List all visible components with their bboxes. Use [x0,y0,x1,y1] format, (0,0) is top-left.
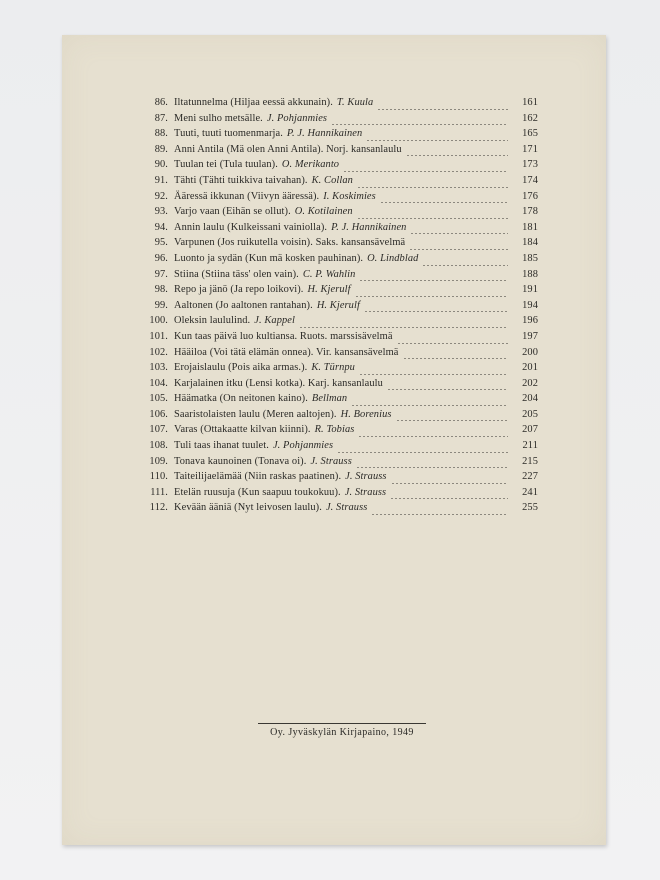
toc-entry-page-number: 165 [522,128,538,140]
toc-entry-title: Anni Antila (Mä olen Anni Antila). Norj. kansanlaulu [174,143,402,155]
toc-entry-number: 90. [154,159,168,171]
toc-entry-leader-dots [299,327,508,328]
toc-entry [138,378,538,394]
toc-entry-number: 89. [154,143,168,155]
toc-entry-title: Ääressä ikkunan (Viivyn ääressä). [174,190,320,202]
toc-entry-composer: C. P. Wahlin [302,268,356,280]
toc-entry-page-number: 161 [522,97,538,108]
toc-entry-number: 108. [149,440,168,452]
toc-entry-leader-dots [351,405,508,406]
toc-entry-composer: J. Pohjanmies [272,440,334,452]
toc-entry-composer: P. J. Hannikainen [331,221,407,233]
toc-entry [138,456,538,472]
toc-entry-number: 100. [149,315,168,327]
toc-entry-title: Tuuti, tuuti tuomenmarja. [174,128,283,140]
toc-entry-leader-dots [406,155,508,156]
toc-entry-title: Meni sulho metsälle. [174,112,263,124]
toc-entry [138,487,538,503]
toc-entry-page-number: 185 [522,252,538,264]
toc-entry-page-number: 191 [522,284,538,296]
toc-entry-leader-dots [366,140,508,141]
toc-entry [138,440,538,456]
toc-entry-title: Varjo vaan (Eihän se ollut). [174,206,291,218]
toc-entry-page-number: 211 [522,440,538,452]
toc-entry [138,393,538,409]
toc-entry-title: Karjalainen itku (Lensi kotka). Karj. kansanlaulu [174,377,383,389]
toc-entry-number: 97. [154,268,168,280]
toc-entry-number: 98. [154,284,168,296]
toc-entry [138,222,538,238]
toc-entry-composer: I. Koskimies [323,190,376,202]
toc-entry [138,253,538,269]
toc-entry-leader-dots [391,483,508,484]
toc-entry-number: 107. [149,424,168,436]
toc-entry-leader-dots [337,452,508,453]
toc-entry-title: Tuulan tei (Tula tuulan). [174,159,278,171]
toc-entry [138,347,538,363]
toc-entry-number: 94. [154,221,168,233]
toc-entry-composer: H. Kjerulf [307,284,351,296]
toc-entry [138,362,538,378]
toc-entry-number: 87. [154,112,168,124]
toc-entry-title: Luonto ja sydän (Kun mä kosken pauhinan). [174,252,364,264]
toc-entry-composer: O. Lindblad [367,252,419,264]
toc-entry-leader-dots [359,280,508,281]
toc-entry-page-number: 176 [522,190,538,202]
toc-entry [138,300,538,316]
toc-entry-title: Varas (Ottakaatte kilvan kiinni). [174,424,311,436]
toc-entry [138,159,538,175]
toc-entry [138,237,538,253]
toc-entry-leader-dots [390,498,508,499]
toc-entry-title: Varpunen (Jos ruikutella voisin). Saks. kansansävelmä [174,237,406,249]
toc-entry-title: Saaristolaisten laulu (Meren aaltojen). [174,408,337,420]
toc-entry-page-number: 227 [522,471,538,483]
toc-entry-number: 112. [149,502,168,514]
toc-entry-page-number: 178 [522,206,538,218]
toc-entry-number: 93. [154,206,168,218]
toc-entry-page-number: 205 [522,408,538,420]
toc-entry [138,206,538,222]
toc-entry-page-number: 188 [522,268,538,280]
toc-entry-page-number: 204 [522,393,538,405]
toc-entry-title: Annin laulu (Kulkeissani vainiolla). [174,221,328,233]
toc-entry-page-number: 197 [522,330,538,342]
book-back-page [62,35,606,845]
toc-entry [138,144,538,160]
toc-entry-leader-dots [380,202,508,203]
toc-entry-page-number: 196 [522,315,538,327]
toc-entry-leader-dots [359,374,508,375]
toc-entry-composer: H. Borenius [340,408,392,420]
printer-divider [258,723,426,724]
toc-entry [138,191,538,207]
toc-entry-title: Tähti (Tähti tuikkiva taivahan). [174,174,308,186]
toc-entry [138,331,538,347]
toc-entry-number: 101. [149,330,168,342]
toc-entry-leader-dots [357,218,508,219]
toc-entry-title: Kun taas päivä luo kultiansa. Ruots. marssisävelmä [174,330,393,342]
toc-entry-number: 88. [154,128,168,140]
toc-entry-number: 105. [149,393,168,405]
toc-entry-page-number: 202 [522,377,538,389]
toc-entry-composer: T. Kuula [336,97,374,108]
toc-entry-leader-dots [357,187,508,188]
toc-entry-composer: R. Tobias [314,424,355,436]
toc-entry-page-number: 241 [522,486,538,498]
printer-imprint: Oy. Jyväskylän Kirjapaino, 1949 [270,727,414,738]
toc-entry-page-number: 171 [522,143,538,155]
toc-entry-number: 99. [154,299,168,311]
toc-entry-number: 95. [154,237,168,249]
toc-entry-leader-dots [364,311,508,312]
toc-entry-title: Kevään ääniä (Nyt leivosen laulu). [174,502,322,514]
toc-entry-composer: J. Kappel [254,315,295,327]
toc-entry-composer: J. Strauss [310,455,352,467]
toc-entry-composer: Bellman [311,393,348,405]
toc-entry-title: Taiteilijaelämää (Niin raskas paatinen). [174,471,342,483]
toc-entry-number: 103. [149,362,168,374]
toc-entry-title: Etelän ruusuja (Kun saapuu toukokuu). [174,486,341,498]
toc-entry-page-number: 184 [522,237,538,249]
toc-entry-title: Erojaislaulu (Pois aika armas.). [174,362,308,374]
toc-entry-composer: K. Türnpu [311,362,355,374]
toc-entry-leader-dots [343,171,508,172]
toc-entry [138,128,538,144]
toc-entry-composer: J. Pohjanmies [266,112,328,124]
toc-entry-leader-dots [387,389,508,390]
toc-entry-title: Stiina (Stiina täss' olen vain). [174,268,299,280]
toc-entry-title: Repo ja jänö (Ja repo loikovi). [174,284,304,296]
toc-entry-page-number: 215 [522,455,538,467]
toc-entry-leader-dots [356,467,508,468]
toc-entry-number: 104. [149,377,168,389]
toc-entry [138,284,538,300]
toc-entry-composer: J. Strauss [325,502,368,514]
toc-entry-page-number: 174 [522,174,538,186]
toc-entry-leader-dots [397,343,508,344]
toc-entry-page-number: 173 [522,159,538,171]
toc-entry-leader-dots [410,233,508,234]
toc-entry-leader-dots [409,249,508,250]
toc-entry [138,409,538,425]
toc-entry-title: Oleksin laululind. [174,315,251,327]
toc-entry-leader-dots [377,109,508,110]
toc-entry-leader-dots [403,358,508,359]
toc-entry-number: 96. [154,252,168,264]
toc-entry-composer: K. Collan [311,174,353,186]
toc-entry-number: 86. [154,97,168,108]
toc-entry-leader-dots [331,124,508,125]
toc-entry-composer: O. Merikanto [281,159,340,171]
toc-entry-title: Häämatka (On neitonen kaino). [174,393,308,405]
toc-entry-composer: H. Kjerulf [316,299,360,311]
toc-entry-number: 91. [154,174,168,186]
toc-entry-page-number: 207 [522,424,538,436]
toc-entry-composer: O. Kotilainen [294,206,353,218]
toc-entry-page-number: 200 [522,346,538,358]
toc-entry-number: 92. [154,190,168,202]
toc-entry-title: Tuli taas ihanat tuulet. [174,440,269,452]
table-of-contents [138,97,538,518]
toc-entry-leader-dots [355,296,508,297]
toc-entry [138,97,538,113]
toc-entry-title: Hääiloa (Voi tätä elämän onnea). Vir. kansansävelmä [174,346,399,358]
toc-entry-leader-dots [358,436,508,437]
toc-entry [138,315,538,331]
toc-entry-leader-dots [396,420,508,421]
toc-entry [138,471,538,487]
toc-entry [138,424,538,440]
toc-entry-page-number: 181 [522,221,538,233]
toc-entry-number: 111. [150,486,168,498]
toc-entry [138,269,538,285]
toc-entry-number: 109. [149,455,168,467]
toc-entry-title: Iltatunnelma (Hiljaa eessä akkunain). [174,97,333,108]
toc-entry-number: 110. [149,471,168,483]
toc-entry-number: 106. [149,408,168,420]
toc-entry-number: 102. [149,346,168,358]
toc-entry-page-number: 162 [522,112,538,124]
toc-entry [138,502,538,518]
toc-entry-page-number: 201 [522,362,538,374]
toc-entry [138,113,538,129]
toc-entry-page-number: 255 [522,502,538,514]
toc-entry-composer: P. J. Hannikainen [286,128,363,140]
toc-entry-title: Tonava kaunoinen (Tonava oi). [174,455,307,467]
toc-entry-title: Aaltonen (Jo aaltonen rantahan). [174,299,313,311]
toc-entry-leader-dots [371,514,508,515]
toc-entry-leader-dots [422,265,508,266]
toc-entry [138,175,538,191]
toc-entry-composer: J. Strauss [344,486,387,498]
toc-entry-composer: J. Strauss [345,471,387,483]
toc-entry-page-number: 194 [522,299,538,311]
